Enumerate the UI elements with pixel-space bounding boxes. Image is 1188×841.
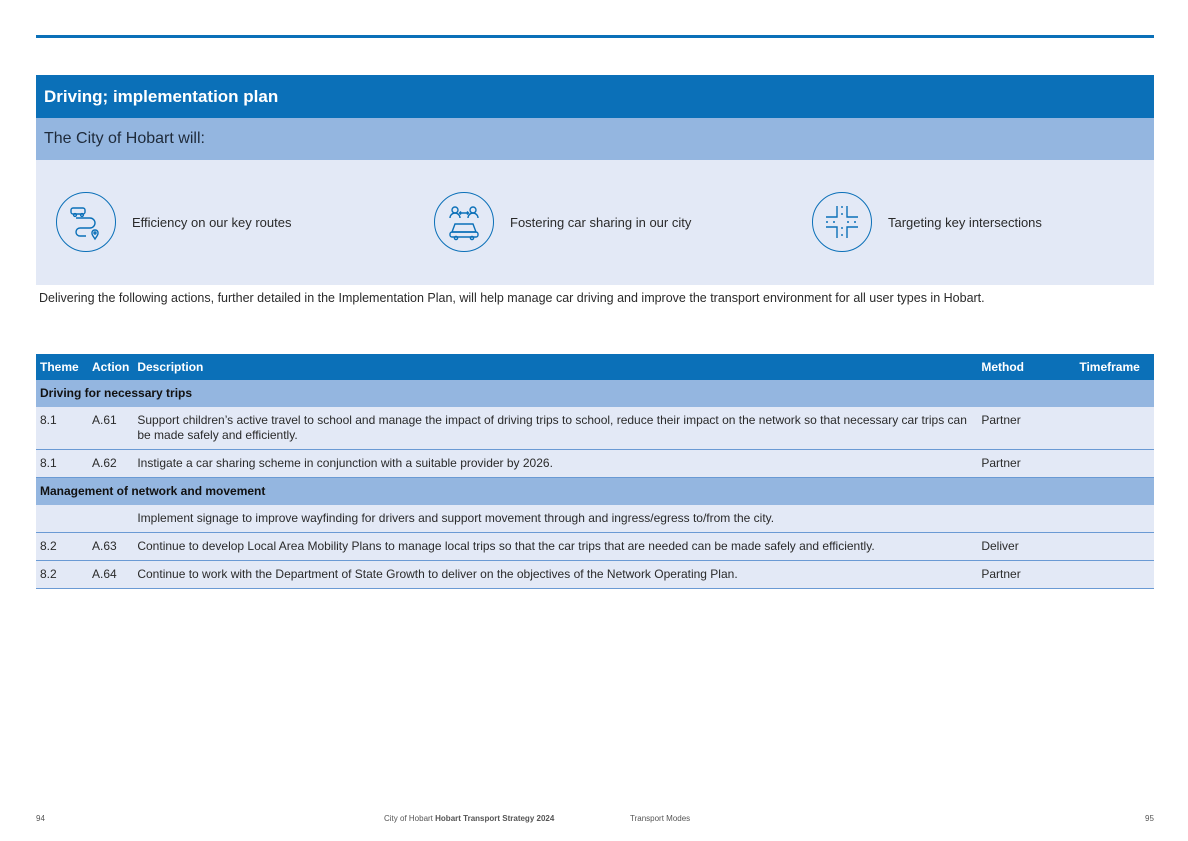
section-title: Driving for necessary trips xyxy=(36,380,1154,407)
cell-action: A.64 xyxy=(88,561,133,589)
table-section-row xyxy=(36,380,1154,407)
table-header-row xyxy=(36,354,1154,380)
goal-label: Fostering car sharing in our city xyxy=(510,214,692,230)
header-description: Description xyxy=(133,354,977,380)
footer-section: Transport Modes xyxy=(630,814,691,823)
table-row xyxy=(36,505,1154,533)
goal-item-intersections xyxy=(812,190,1042,254)
car-route-icon xyxy=(56,192,116,252)
header-action: Action xyxy=(88,354,133,380)
footer-publisher: City of Hobart xyxy=(384,814,433,823)
goal-item-car-sharing xyxy=(434,190,691,254)
header-timeframe: Timeframe xyxy=(1075,354,1154,380)
header-theme: Theme xyxy=(36,354,88,380)
cell-theme xyxy=(36,505,88,533)
cell-action: A.63 xyxy=(88,533,133,561)
intersection-icon xyxy=(812,192,872,252)
cell-method xyxy=(977,505,1075,533)
goal-label: Efficiency on our key routes xyxy=(132,214,292,230)
cell-theme: 8.1 xyxy=(36,450,88,478)
table-row xyxy=(36,450,1154,478)
cell-method: Partner xyxy=(977,407,1075,450)
cell-timeframe xyxy=(1075,561,1154,589)
cell-method: Partner xyxy=(977,561,1075,589)
cell-action: A.62 xyxy=(88,450,133,478)
cell-action xyxy=(88,505,133,533)
goal-item-routes xyxy=(56,190,291,254)
section-title: Management of network and movement xyxy=(36,478,1154,506)
header-method: Method xyxy=(977,354,1075,380)
cell-timeframe xyxy=(1075,450,1154,478)
actions-table xyxy=(36,354,1154,589)
goals-panel xyxy=(36,160,1154,285)
footer-title: Hobart Transport Strategy 2024 xyxy=(435,814,555,823)
page-number-left: 94 xyxy=(36,814,45,823)
footer-doc-title xyxy=(384,814,554,823)
section-banner: Driving; implementation plan xyxy=(36,75,1154,118)
cell-theme: 8.1 xyxy=(36,407,88,450)
car-sharing-icon xyxy=(434,192,494,252)
cell-description: Instigate a car sharing scheme in conjunction with a suitable provider by 2026. xyxy=(133,450,977,478)
cell-timeframe xyxy=(1075,407,1154,450)
page-number-right: 95 xyxy=(1145,814,1154,823)
table-row xyxy=(36,533,1154,561)
table-section-row xyxy=(36,478,1154,506)
cell-method: Deliver xyxy=(977,533,1075,561)
top-rule xyxy=(36,35,1154,38)
cell-timeframe xyxy=(1075,533,1154,561)
cell-theme: 8.2 xyxy=(36,533,88,561)
cell-action: A.61 xyxy=(88,407,133,450)
cell-description: Implement signage to improve wayfinding for drivers and support movement through and ingress/egress to/from the city. xyxy=(133,505,977,533)
cell-description: Continue to work with the Department of State Growth to deliver on the objectives of the Network Operating Plan. xyxy=(133,561,977,589)
table-row xyxy=(36,407,1154,450)
cell-timeframe xyxy=(1075,505,1154,533)
cell-theme: 8.2 xyxy=(36,561,88,589)
goal-label: Targeting key intersections xyxy=(888,214,1042,230)
cell-description: Continue to develop Local Area Mobility Plans to manage local trips so that the car trips that are needed can be made safely and efficiently. xyxy=(133,533,977,561)
sub-banner: The City of Hobart will: xyxy=(36,118,1154,160)
cell-method: Partner xyxy=(977,450,1075,478)
intro-text: Delivering the following actions, further detailed in the Implementation Plan, will help manage car driving and improve the transport environment for all user types in Hobart. xyxy=(39,291,985,305)
cell-description: Support children’s active travel to school and manage the impact of driving trips to school, reduce their impact on the network so that necessary car trips can be made safely and efficiently. xyxy=(133,407,977,450)
table-row xyxy=(36,561,1154,589)
